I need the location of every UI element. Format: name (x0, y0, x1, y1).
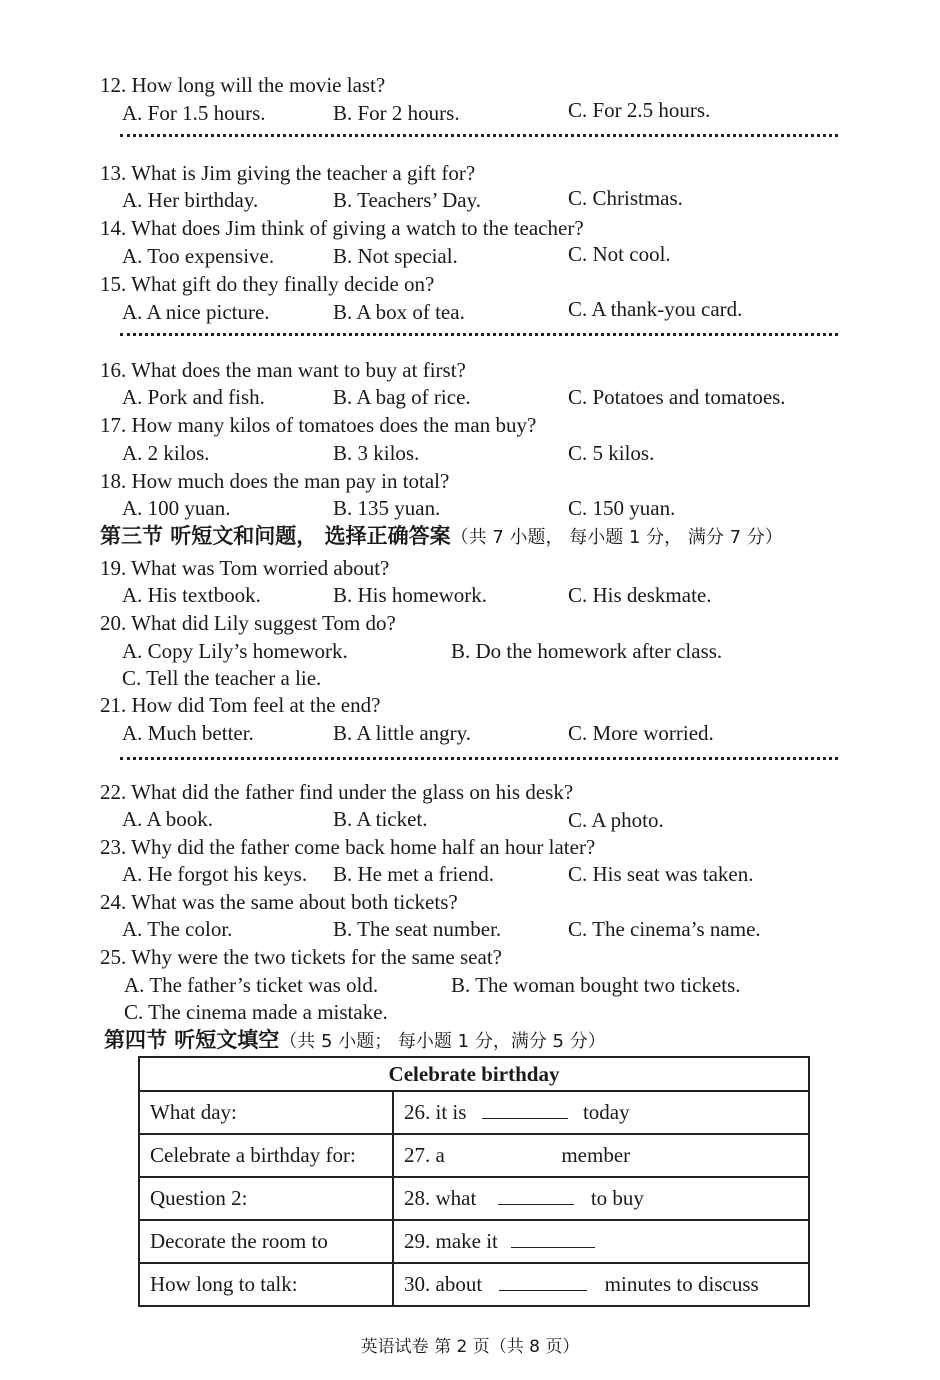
row-answer (393, 1091, 809, 1134)
option-14c: C. Not cool. (568, 242, 671, 266)
option-23b: B. He met a friend. (333, 862, 494, 886)
option-23c: C. His seat was taken. (568, 862, 754, 886)
option-16b: B. A bag of rice. (333, 385, 471, 409)
section3-title: 第三节 听短文和问题， 选择正确答案 (100, 524, 451, 548)
answer-blank-26[interactable] (482, 1100, 568, 1119)
option-24a: A. The color. (122, 917, 233, 941)
option-13c: C. Christmas. (568, 186, 683, 210)
option-13b: B. Teachers’ Day. (333, 188, 481, 212)
option-24b: B. The seat number. (333, 917, 502, 941)
question-20: 20. What did Lily suggest Tom do? (100, 611, 396, 635)
section3-note: （共 7 小题， 每小题 1 分， 满分 7 分） (450, 527, 783, 548)
row-label: What day: (139, 1091, 393, 1134)
row-prompt: 30. about (404, 1272, 483, 1296)
option-16c: C. Potatoes and tomatoes. (568, 385, 786, 409)
option-15c: C. A thank-you card. (568, 297, 743, 321)
question-12: 12. How long will the movie last? (100, 73, 386, 97)
option-22b: B. A ticket. (333, 807, 428, 831)
option-12a: A. For 1.5 hours. (122, 101, 266, 125)
row-suffix: member (561, 1143, 631, 1167)
section4-note: （共 5 小题； 每小题 1 分，满分 5 分） (279, 1031, 606, 1052)
table-title: Celebrate birthday (139, 1057, 809, 1091)
option-16a: A. Pork and fish. (122, 385, 265, 409)
option-13a: A. Her birthday. (122, 188, 259, 212)
option-22c: C. A photo. (568, 808, 664, 832)
option-18b: B. 135 yuan. (333, 496, 441, 520)
row-label: Question 2: (139, 1177, 393, 1220)
option-21b: B. A little angry. (333, 721, 472, 745)
table-row (139, 1220, 809, 1263)
question-19: 19. What was Tom worried about? (100, 556, 390, 580)
option-20b: B. Do the homework after class. (451, 639, 723, 663)
option-22a: A. A book. (122, 807, 214, 831)
option-18c: C. 150 yuan. (568, 496, 676, 520)
row-label: Celebrate a birthday for: (139, 1134, 393, 1177)
section4-heading (104, 1026, 606, 1056)
option-25c: C. The cinema made a mistake. (124, 1000, 388, 1024)
option-19a: A. His textbook. (122, 583, 261, 607)
option-17a: A. 2 kilos. (122, 441, 210, 465)
table-row (139, 1177, 809, 1220)
row-prompt: 29. make it (404, 1229, 498, 1253)
row-answer (393, 1263, 809, 1306)
question-18: 18. How much does the man pay in total? (100, 469, 450, 493)
option-15a: A. A nice picture. (122, 300, 270, 324)
question-21: 21. How did Tom feel at the end? (100, 693, 381, 717)
row-suffix: minutes to discuss (604, 1272, 759, 1296)
dotted-divider (120, 134, 838, 137)
question-16: 16. What does the man want to buy at first? (100, 358, 466, 382)
table-row (139, 1091, 809, 1134)
option-12c: C. For 2.5 hours. (568, 98, 711, 122)
option-19c: C. His deskmate. (568, 583, 712, 607)
dotted-divider (120, 757, 838, 760)
page-footer: 英语试卷 第 2 页（共 8 页） (360, 1337, 580, 1357)
option-21a: A. Much better. (122, 721, 254, 745)
question-13: 13. What is Jim giving the teacher a gift for? (100, 161, 476, 185)
question-14: 14. What does Jim think of giving a watch to the teacher? (100, 216, 584, 240)
table-row (139, 1263, 809, 1306)
celebrate-birthday-table (138, 1056, 810, 1307)
row-prompt: 26. it is (404, 1100, 467, 1124)
option-17b: B. 3 kilos. (333, 441, 420, 465)
option-25a: A. The father’s ticket was old. (124, 973, 379, 997)
row-answer (393, 1177, 809, 1220)
row-label: How long to talk: (139, 1263, 393, 1306)
question-22: 22. What did the father find under the glass on his desk? (100, 780, 574, 804)
option-18a: A. 100 yuan. (122, 496, 231, 520)
question-24: 24. What was the same about both tickets? (100, 890, 458, 914)
option-15b: B. A box of tea. (333, 300, 465, 324)
row-prompt: 28. what (404, 1186, 477, 1210)
section4-title: 第四节 听短文填空 (104, 1028, 280, 1052)
question-17: 17. How many kilos of tomatoes does the man buy? (100, 413, 537, 437)
question-25: 25. Why were the two tickets for the same seat? (100, 945, 502, 969)
option-17c: C. 5 kilos. (568, 441, 655, 465)
option-24c: C. The cinema’s name. (568, 917, 761, 941)
section3-heading (100, 522, 783, 552)
question-15: 15. What gift do they finally decide on? (100, 272, 435, 296)
option-14b: B. Not special. (333, 244, 458, 268)
table-row (139, 1134, 809, 1177)
row-answer (393, 1134, 809, 1177)
option-20c: C. Tell the teacher a lie. (122, 666, 322, 690)
answer-blank-30[interactable] (499, 1272, 587, 1291)
answer-blank-29[interactable] (511, 1229, 595, 1248)
row-answer (393, 1220, 809, 1263)
row-suffix: today (582, 1100, 630, 1124)
option-25b: B. The woman bought two tickets. (451, 973, 741, 997)
option-21c: C. More worried. (568, 721, 714, 745)
question-23: 23. Why did the father come back home half an hour later? (100, 835, 596, 859)
option-19b: B. His homework. (333, 583, 487, 607)
row-suffix: to buy (590, 1186, 644, 1210)
option-23a: A. He forgot his keys. (122, 862, 308, 886)
option-20a: A. Copy Lily’s homework. (122, 639, 348, 663)
option-14a: A. Too expensive. (122, 244, 275, 268)
option-12b: B. For 2 hours. (333, 101, 460, 125)
row-label: Decorate the room to (139, 1220, 393, 1263)
row-prompt: 27. a (404, 1143, 445, 1167)
answer-blank-28[interactable] (498, 1186, 574, 1205)
dotted-divider (120, 333, 838, 336)
